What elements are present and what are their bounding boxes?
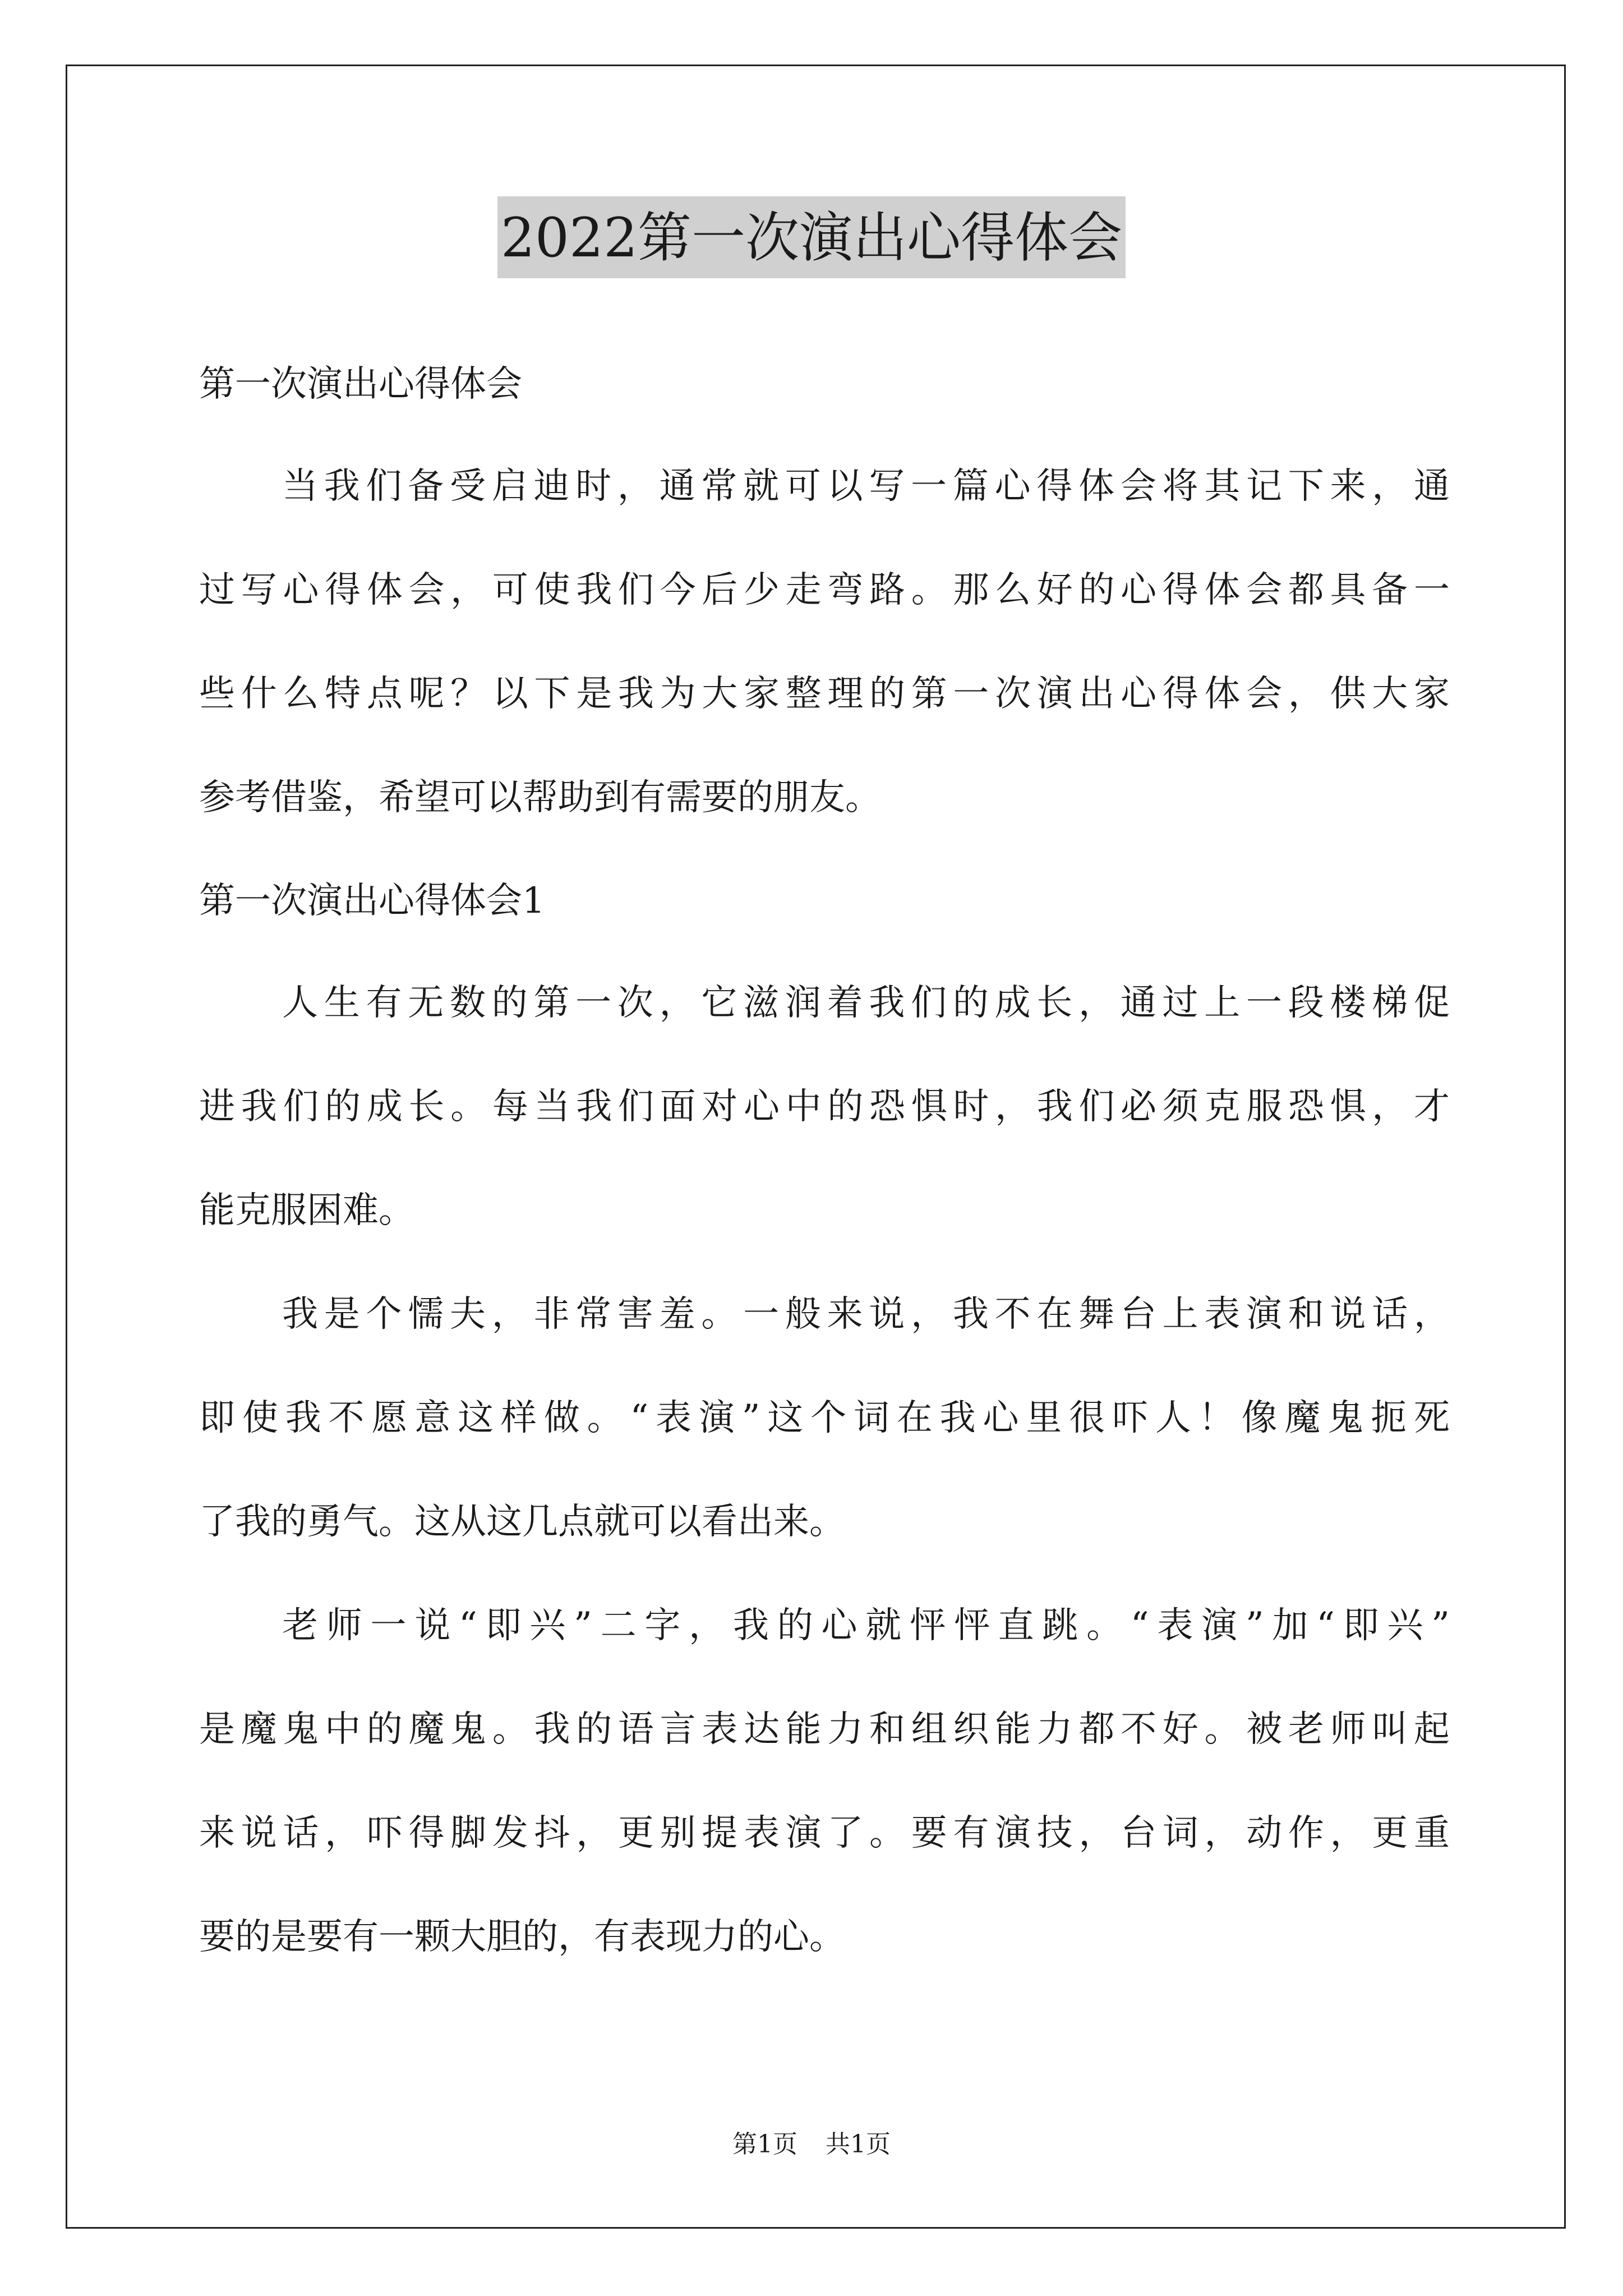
paragraph-line: 是魔鬼中的魔鬼。我的语言表达能力和组织能力都不好。被老师叫起 [199, 1709, 1450, 1750]
paragraph-line: 我是个懦夫，非常害羞。一般来说，我不在舞台上表演和说话， [282, 1294, 1450, 1335]
paragraph-line: 些什么特点呢？以下是我为大家整理的第一次演出心得体会，供大家 [199, 673, 1450, 715]
title-container [0, 196, 1623, 278]
paragraph-line: 进我们的成长。每当我们面对心中的恐惧时，我们必须克服恐惧，才 [199, 1086, 1450, 1128]
paragraph-line: 要的是要有一颗大胆的，有表现力的心。 [199, 1916, 845, 1958]
section-heading: 第一次演出心得体会 [199, 364, 522, 405]
page-total: 共1页 [826, 2130, 891, 2159]
page-number: 第1页 [732, 2130, 797, 2159]
paragraph-line: 当我们备受启迪时，通常就可以写一篇心得体会将其记下来，通 [282, 466, 1450, 507]
paragraph-line: 老师一说“即兴”二字，我的心就怦怦直跳。“表演”加“即兴” [282, 1605, 1450, 1646]
paragraph-line: 了我的勇气。这从这几点就可以看出来。 [199, 1501, 845, 1543]
paragraph-line: 即使我不愿意这样做。“表演”这个词在我心里很吓人！像魔鬼扼死 [199, 1397, 1450, 1439]
paragraph-line: 能克服困难。 [199, 1190, 414, 1231]
document-title: 2022第一次演出心得体会 [497, 196, 1126, 278]
page-footer [0, 2128, 1623, 2161]
paragraph-line: 过写心得体会，可使我们今后少走弯路。那么好的心得体会都具备一 [199, 569, 1450, 611]
paragraph-line: 来说话，吓得脚发抖，更别提表演了。要有演技，台词，动作，更重 [199, 1812, 1450, 1854]
paragraph-line: 参考借鉴，希望可以帮助到有需要的朋友。 [199, 777, 881, 818]
section-heading: 第一次演出心得体会1 [199, 880, 545, 922]
paragraph-line: 人生有无数的第一次，它滋润着我们的成长，通过上一段楼梯促 [282, 982, 1450, 1024]
